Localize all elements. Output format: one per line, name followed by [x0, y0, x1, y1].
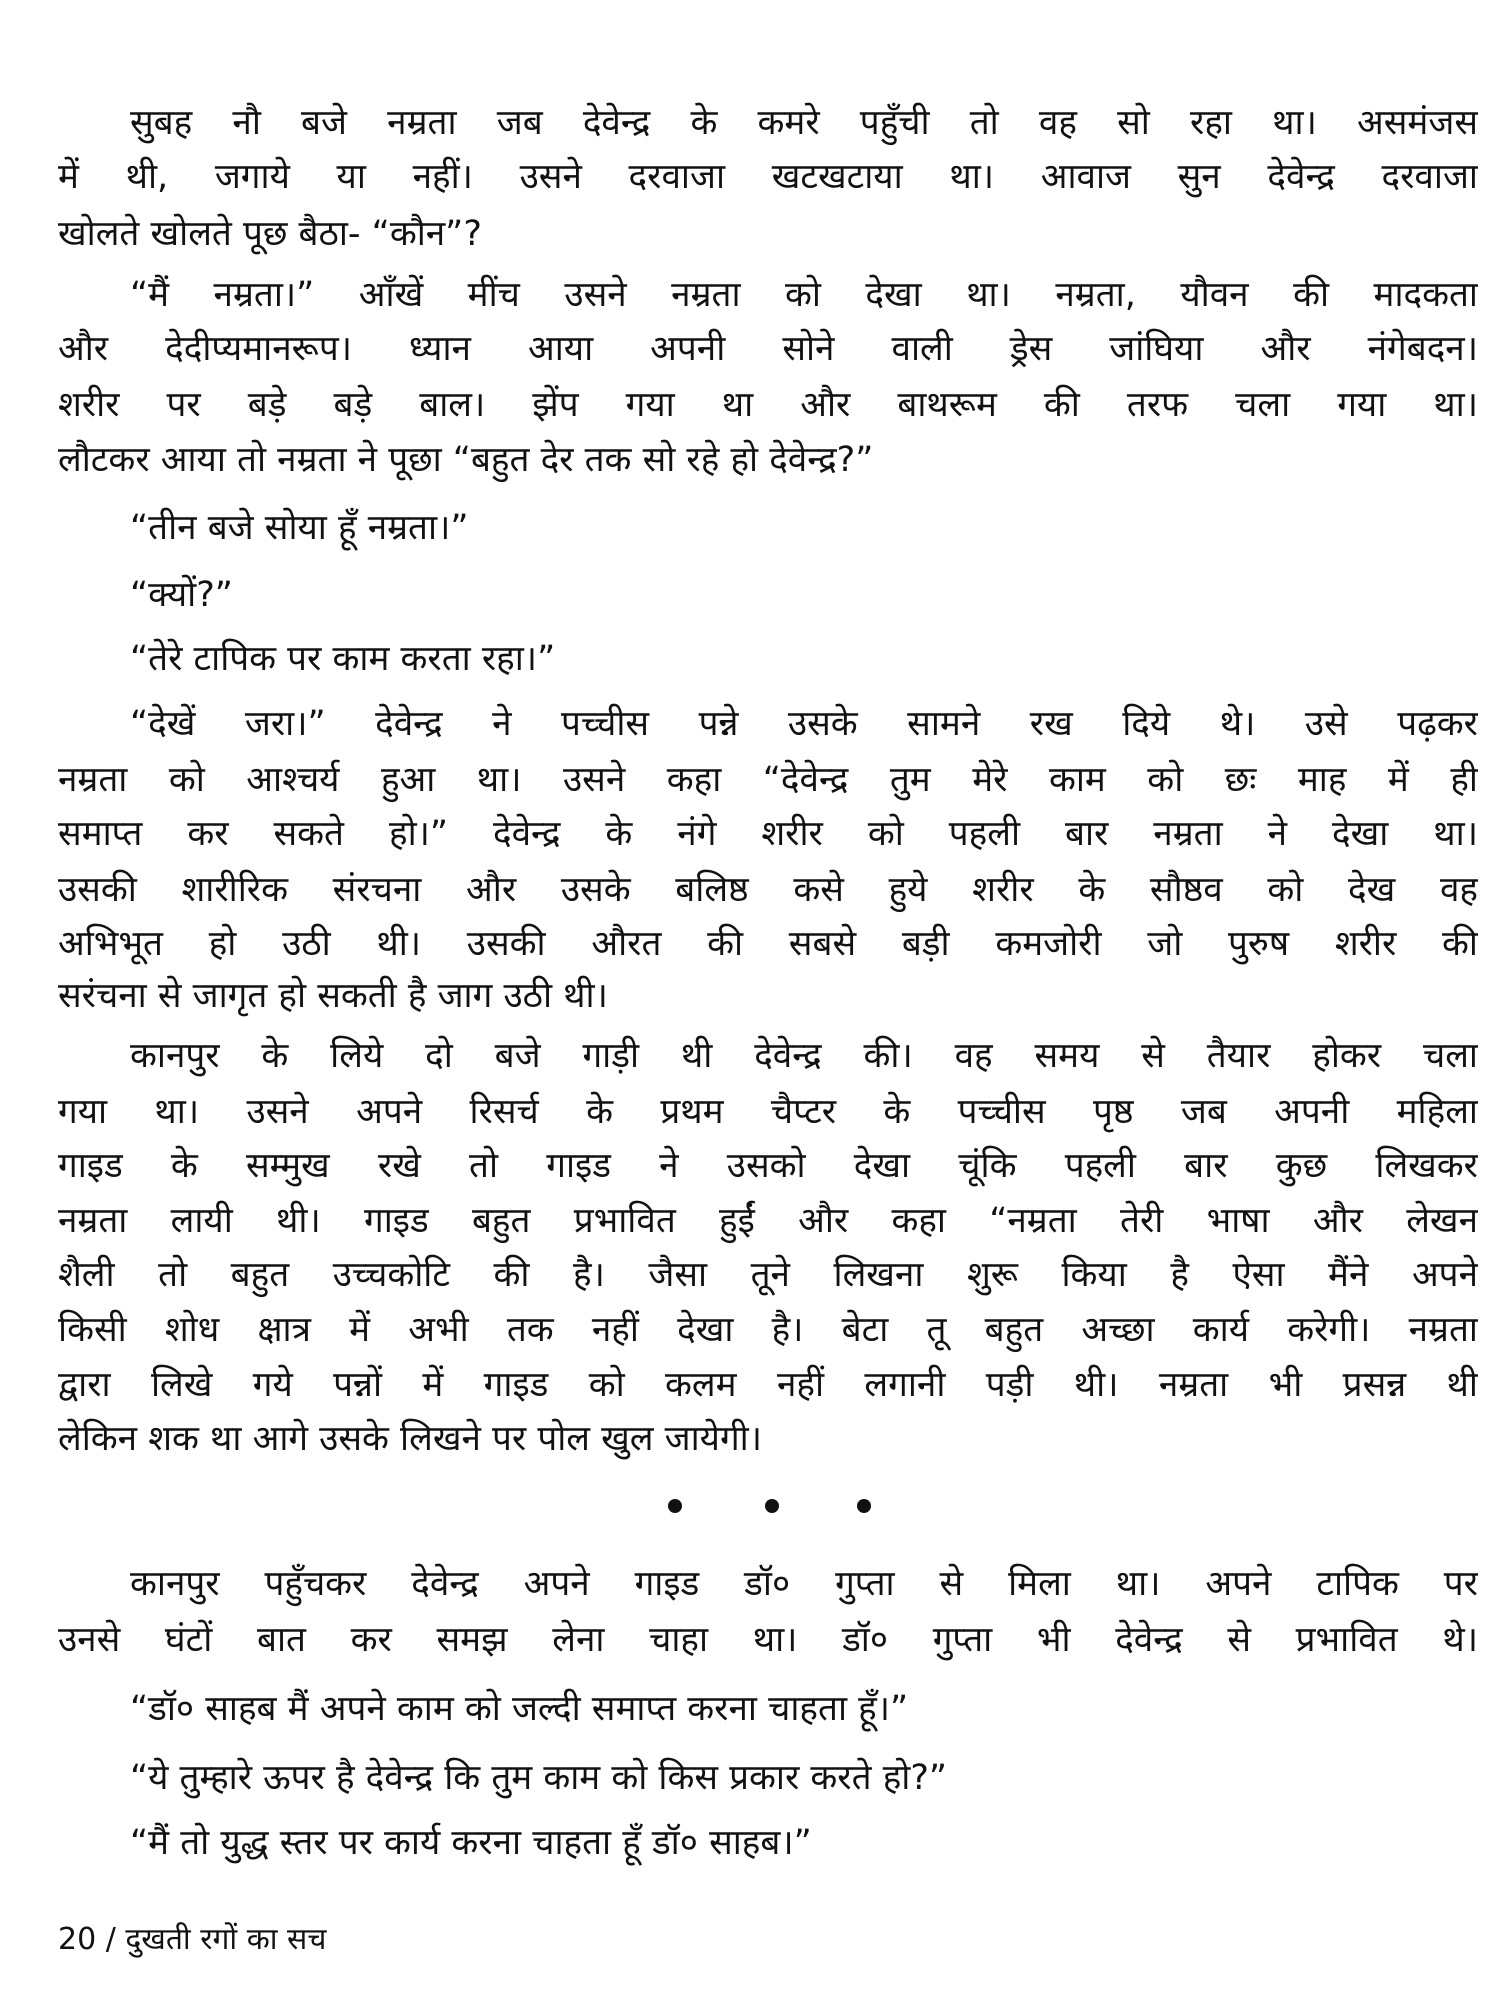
text-line: “देखें जरा।” देवेन्द्र ने पच्चीस पन्ने उसके सामने रख दिये थे। उसे पढ़कर: [130, 704, 1478, 744]
text-line: नम्रता लायी थी। गाइड बहुत प्रभावित हुईं और कहा “नम्रता तेरी भाषा और लेखन: [58, 1201, 1478, 1241]
text-line: खोलते खोलते पूछ बैठा- “कौन”?: [58, 214, 482, 254]
text-line: नम्रता को आश्चर्य हुआ था। उसने कहा “देवेन्द्र तुम मेरे काम को छः माह में ही: [58, 760, 1478, 800]
text-line: “मैं नम्रता।” आँखें मींच उसने नम्रता को देखा था। नम्रता, यौवन की मादकता: [130, 275, 1478, 315]
text-line: कानपुर पहुँचकर देवेन्द्र अपने गाइड डॉ० गुप्ता से मिला था। अपने टापिक पर: [130, 1564, 1478, 1604]
text-line: उसकी शारीरिक संरचना और उसके बलिष्ठ कसे हुये शरीर के सौष्ठव को देख वह: [58, 870, 1478, 910]
text-line: गया था। उसने अपने रिसर्च के प्रथम चैप्टर के पच्चीस पृष्ठ जब अपनी महिला: [58, 1092, 1478, 1132]
text-line: में थी, जगाये या नहीं। उसने दरवाजा खटखटाया था। आवाज सुन देवेन्द्र दरवाजा: [58, 157, 1478, 197]
text-line: सुबह नौ बजे नम्रता जब देवेन्द्र के कमरे पहुँची तो वह सो रहा था। असमंजस: [130, 103, 1478, 143]
section-break-dot: [668, 1499, 682, 1513]
text-line: “ये तुम्हारे ऊपर है देवेन्द्र कि तुम काम को किस प्रकार करते हो?”: [130, 1758, 948, 1798]
text-line: सरंचना से जागृत हो सकती है जाग उठी थी।: [58, 976, 608, 1016]
text-line: किसी शोध क्षात्र में अभी तक नहीं देखा है। बेटा तू बहुत अच्छा कार्य करेगी। नम्रता: [58, 1310, 1478, 1350]
text-line: “तीन बजे सोया हूँ नम्रता।”: [130, 508, 469, 548]
text-line: द्वारा लिखे गये पन्नों में गाइड को कलम नहीं लगानी पड़ी थी। नम्रता भी प्रसन्न थी: [58, 1365, 1478, 1405]
text-line: लौटकर आया तो नम्रता ने पूछा “बहुत देर तक सो रहे हो देवेन्द्र?”: [58, 440, 874, 480]
section-break-dot: [857, 1499, 871, 1513]
text-line: “तेरे टापिक पर काम करता रहा।”: [130, 639, 556, 679]
section-break-dot: [765, 1499, 779, 1513]
page-footer: 20 / दुखती रगों का सच: [58, 1922, 327, 1957]
text-line: शैली तो बहुत उच्चकोटि की है। जैसा तूने लिखना शुरू किया है ऐसा मैंने अपने: [58, 1255, 1478, 1295]
text-line: अभिभूत हो उठी थी। उसकी औरत की सबसे बड़ी कमजोरी जो पुरुष शरीर की: [58, 924, 1478, 964]
text-line: और देदीप्यमानरूप। ध्यान आया अपनी सोने वाली ड्रेस जांघिया और नंगेबदन।: [58, 329, 1478, 369]
text-line: “क्यों?”: [130, 575, 233, 615]
text-line: “मैं तो युद्ध स्तर पर कार्य करना चाहता हूँ डॉ० साहब।”: [130, 1823, 812, 1863]
text-line: लेकिन शक था आगे उसके लिखने पर पोल खुल जायेगी।: [58, 1419, 762, 1459]
text-line: उनसे घंटों बात कर समझ लेना चाहा था। डॉ० गुप्ता भी देवेन्द्र से प्रभावित थे।: [58, 1620, 1478, 1660]
text-line: कानपुर के लिये दो बजे गाड़ी थी देवेन्द्र की। वह समय से तैयार होकर चला: [130, 1036, 1478, 1076]
text-line: “डॉ० साहब मैं अपने काम को जल्दी समाप्त करना चाहता हूँ।”: [130, 1689, 909, 1729]
text-line: शरीर पर बड़े बड़े बाल। झेंप गया था और बाथरूम की तरफ चला गया था।: [58, 385, 1478, 425]
text-line: समाप्त कर सकते हो।” देवेन्द्र के नंगे शरीर को पहली बार नम्रता ने देखा था।: [58, 814, 1478, 854]
text-line: गाइड के सम्मुख रखे तो गाइड ने उसको देखा चूंकि पहली बार कुछ लिखकर: [58, 1146, 1478, 1186]
